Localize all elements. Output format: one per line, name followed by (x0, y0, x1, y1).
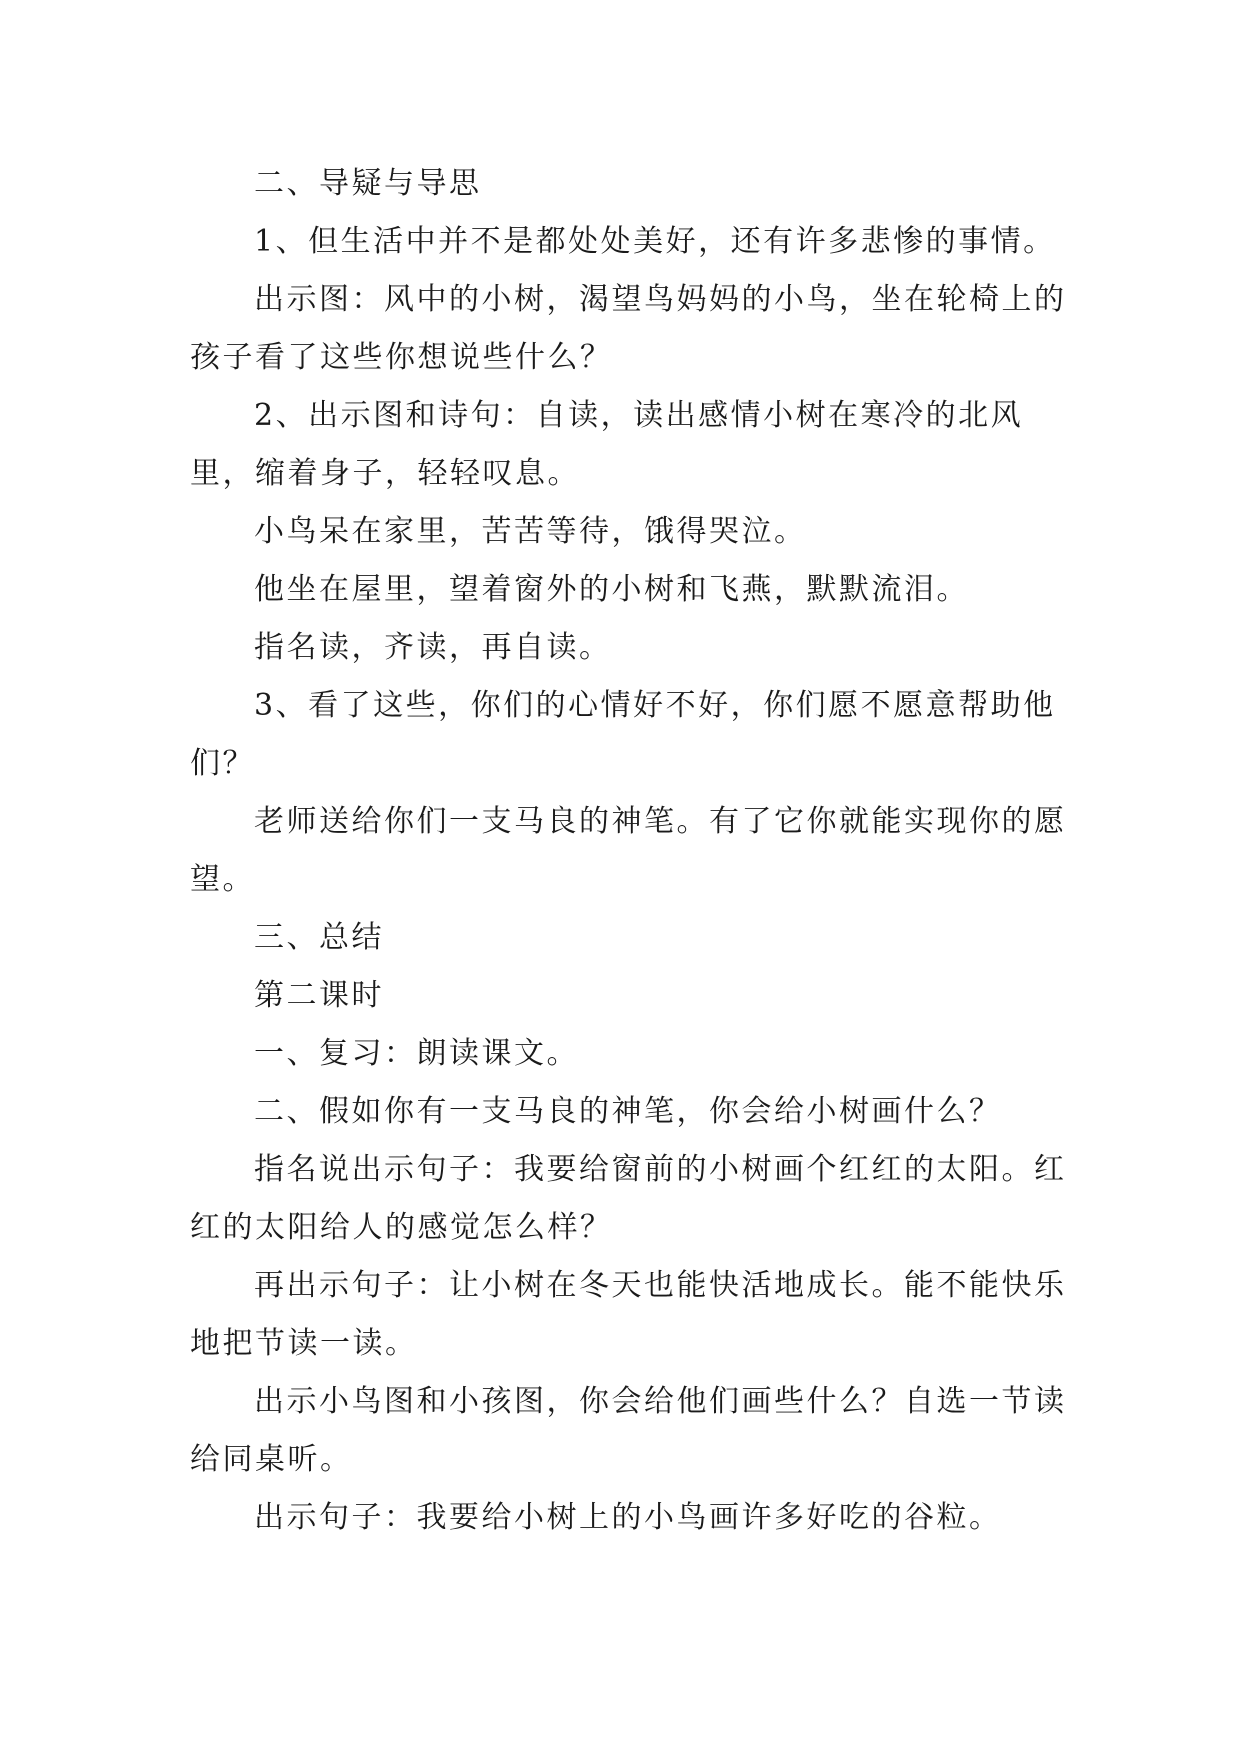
paragraph: 出示小鸟图和小孩图，你会给他们画些什么？自选一节读给同桌听。 (190, 1384, 1067, 1477)
lesson-heading: 第二课时 (254, 978, 384, 1013)
paragraph: 指名说出示句子：我要给窗前的小树画个红红的太阳。红红的太阳给人的感觉怎么样？ (190, 1152, 1067, 1245)
section-heading-review: 一、复习：朗读课文。 (254, 1036, 579, 1071)
document-body (190, 155, 1070, 1547)
paragraph: 2、出示图和诗句：自读，读出感情小树在寒冷的北风里，缩着身子，轻轻叹息。 (190, 398, 1024, 491)
section-heading-guide: 二、导疑与导思 (254, 166, 482, 201)
paragraph: 指名读，齐读，再自读。 (254, 630, 612, 665)
paragraph: 出示图：风中的小树，渴望鸟妈妈的小鸟，坐在轮椅上的孩子看了这些你想说些什么？ (190, 282, 1067, 375)
paragraph: 小鸟呆在家里，苦苦等待，饿得哭泣。 (254, 514, 807, 549)
section-heading-imagine: 二、假如你有一支马良的神笔，你会给小树画什么？ (254, 1094, 1002, 1129)
paragraph: 再出示句子：让小树在冬天也能快活地成长。能不能快乐地把节读一读。 (190, 1268, 1067, 1361)
paragraph: 3、看了这些，你们的心情好不好，你们愿不愿意帮助他们？ (190, 688, 1056, 781)
section-heading-summary: 三、总结 (254, 920, 384, 955)
paragraph: 他坐在屋里，望着窗外的小树和飞燕，默默流泪。 (254, 572, 969, 607)
paragraph: 出示句子：我要给小树上的小鸟画许多好吃的谷粒。 (254, 1500, 1002, 1535)
paragraph: 老师送给你们一支马良的神笔。有了它你就能实现你的愿望。 (190, 804, 1067, 897)
paragraph: 1、但生活中并不是都处处美好，还有许多悲惨的事情。 (254, 224, 1056, 259)
